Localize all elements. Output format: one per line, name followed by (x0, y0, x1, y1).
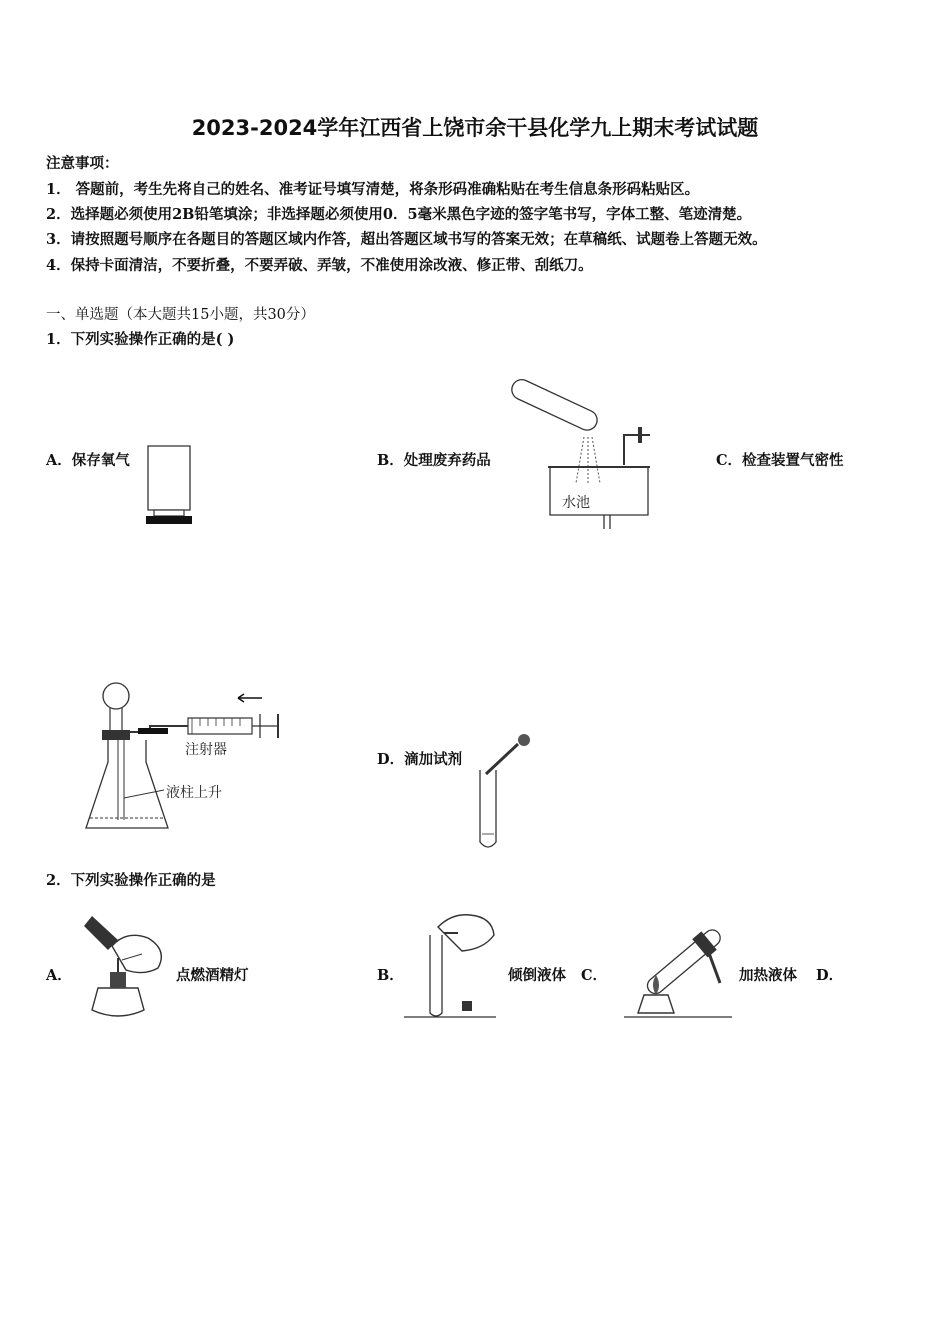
q2-option-c-text: 加热液体 (739, 967, 797, 984)
sink-disposal-figure (500, 375, 675, 530)
q2-option-d-letter[interactable]: D． (816, 967, 844, 984)
notice-heading: 注意事项： (46, 155, 119, 172)
liquid-rise-label: 液柱上升 (166, 785, 222, 801)
q2-option-b-text: 倾倒液体 (508, 967, 566, 984)
sink-label: 水池 (562, 495, 590, 511)
syringe-label: 注射器 (185, 742, 227, 758)
gas-bottle-figure (140, 440, 200, 530)
airtightness-figure (80, 680, 295, 840)
alcohol-lamp-lighting-figure (78, 910, 170, 1025)
dropper-figure (470, 730, 540, 850)
section-heading: 一、单选题（本大题共15小题，共30分） (46, 307, 315, 323)
q1-option-a[interactable]: A．保存氧气 (46, 452, 130, 469)
question-1-stem: 1．下列实验操作正确的是( ) (46, 331, 235, 348)
notice-item-1: 1． 答题前，考生先将自己的姓名、准考证号填写清楚，将条形码准确粘贴在考生信息条形码粘贴区。 (46, 181, 700, 198)
pouring-liquid-figure (400, 905, 500, 1025)
q2-option-a-text: 点燃酒精灯 (176, 967, 249, 984)
q1-option-b[interactable]: B．处理废弃药品 (377, 452, 491, 469)
question-2-stem: 2．下列实验操作正确的是 (46, 872, 216, 889)
notice-item-2: 2．选择题必须使用2B铅笔填涂；非选择题必须使用0．5毫米黑色字迹的签字笔书写，字体工整、笔迹清楚。 (46, 206, 752, 223)
notice-item-4: 4．保持卡面清洁，不要折叠，不要弄破、弄皱，不准使用涂改液、修正带、刮纸刀。 (46, 257, 593, 274)
q2-option-b-letter[interactable]: B． (377, 967, 404, 984)
q1-option-c[interactable]: C．检查装置气密性 (716, 452, 844, 469)
q2-option-a-letter[interactable]: A． (46, 967, 72, 984)
q2-option-c-letter[interactable]: C． (581, 967, 608, 984)
notice-item-3: 3．请按照题号顺序在各题目的答题区域内作答，超出答题区域书写的答案无效；在草稿纸、试题卷上答题无效。 (46, 231, 767, 248)
heating-liquid-figure (620, 905, 735, 1025)
page-title: 2023-2024学年江西省上饶市余干县化学九上期末考试试题 (191, 116, 759, 140)
q1-option-d[interactable]: D．滴加试剂 (377, 751, 463, 768)
